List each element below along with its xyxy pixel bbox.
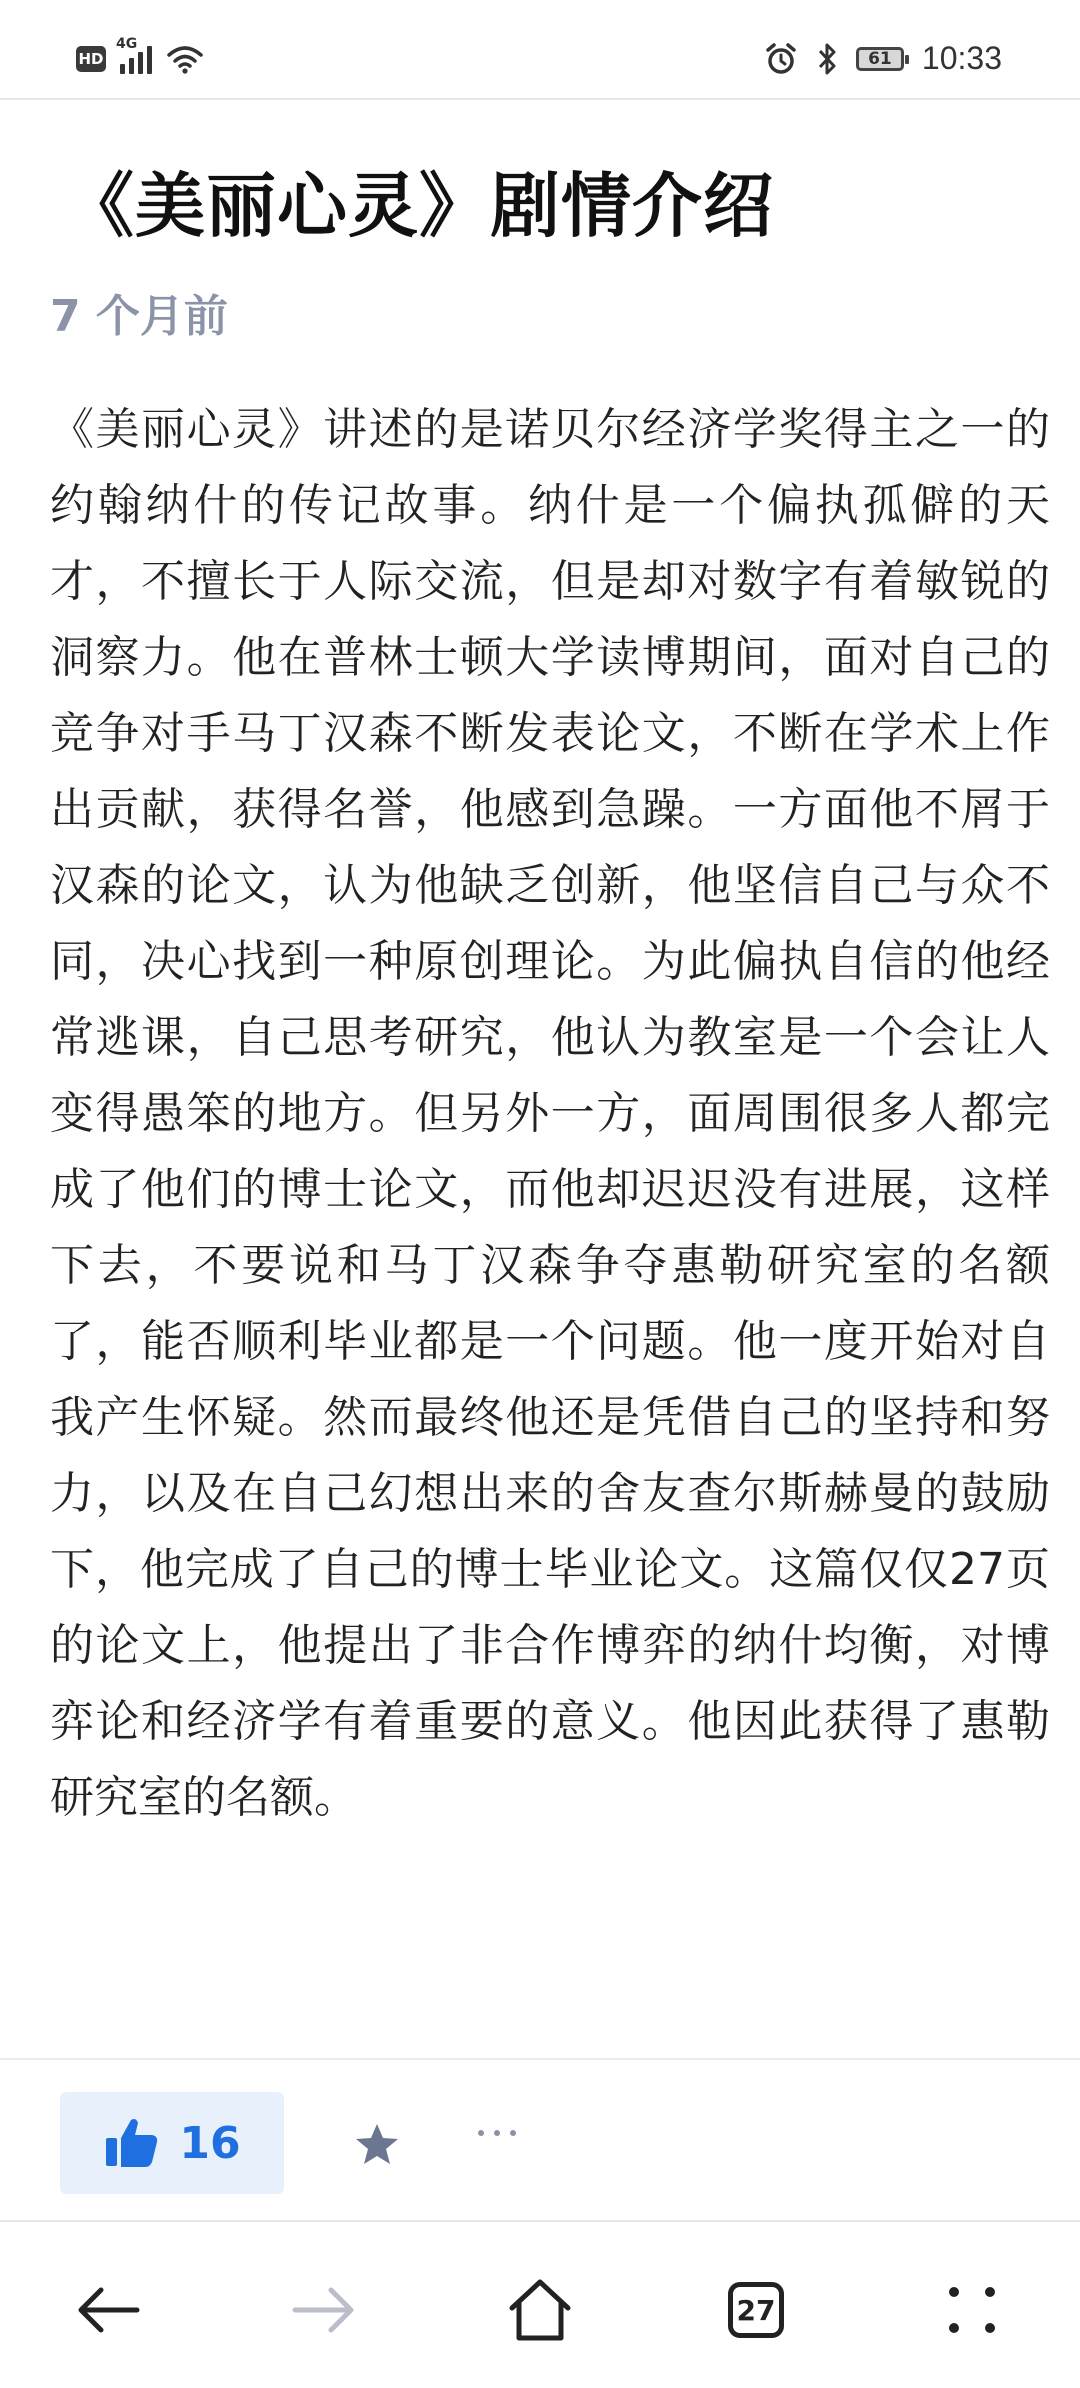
tabs-button[interactable]: [720, 2274, 792, 2346]
status-bar: [0, 0, 1080, 100]
page-title: 《美丽心灵》剧情介绍: [64, 165, 774, 247]
bluetooth-icon: [816, 42, 838, 76]
forward-button[interactable]: [288, 2274, 360, 2346]
alarm-icon: [764, 42, 798, 76]
hd-badge: HD: [76, 46, 106, 72]
publish-date: 7 个月前: [50, 291, 228, 342]
thumbs-up-icon: [103, 2114, 161, 2172]
tabs-icon: 27: [728, 2282, 784, 2338]
menu-dots-icon: [946, 2284, 998, 2336]
clock: 10:33: [921, 40, 1002, 76]
more-dots-icon[interactable]: [478, 2130, 516, 2136]
like-count: 16: [179, 2117, 241, 2169]
article-body: 《美丽心灵》讲述的是诺贝尔经济学奖得主之一的约翰纳什的传记故事。纳什是一个偏执孤僻的天才，不擅长于人际交流，但是却对数字有着敏锐的洞察力。他在普林士顿大学读博期间，面对自己的竞争对手马丁汉森不断发表论文，不断在学术上作出贡献，获得名誉，他感到急躁。一方面他不屑于汉森的论文，认为他缺乏创新，他坚信自己与众不同，决心找到一种原创理论。为此偏执自信的他经常逃课，自己思考研究，他认为教室是一个会让人变得愚笨的地方。但另外一方，面周围很多人都完成了他们的博士论文，而他却迟迟没有进展，这样下去，不要说和马丁汉森争夺惠勒研究室的名额了，能否顺利毕业都是一个问题。他一度开始对自我产生怀疑。然而最终他还是凭借自己的坚持和努力，以及在自己幻想出来的舍友查尔斯赫曼的鼓励下，他完成了自己的博士毕业论文。这篇仅仅27页的论文上，他提出了非合作博弈的纳什均衡，对博弈论和经济学有着重要的意义。他因此获得了惠勒研究室的名额。: [50, 404, 1050, 1823]
forward-arrow-icon: [291, 2285, 357, 2335]
status-bar-left: [76, 36, 204, 74]
browser-bottom-nav: [0, 2220, 1080, 2388]
menu-button[interactable]: [936, 2274, 1008, 2346]
battery-icon: 61: [856, 47, 904, 71]
status-bar-right: [764, 40, 1002, 77]
wifi-icon: [166, 44, 204, 74]
back-button[interactable]: [72, 2274, 144, 2346]
article-action-bar: [0, 2058, 1080, 2218]
like-button[interactable]: [60, 2092, 284, 2194]
star-icon[interactable]: [352, 2120, 402, 2170]
home-button[interactable]: [504, 2274, 576, 2346]
network-type: 4G: [116, 36, 138, 52]
home-icon: [507, 2278, 573, 2342]
back-arrow-icon: [75, 2285, 141, 2335]
signal-icon: [116, 36, 152, 74]
